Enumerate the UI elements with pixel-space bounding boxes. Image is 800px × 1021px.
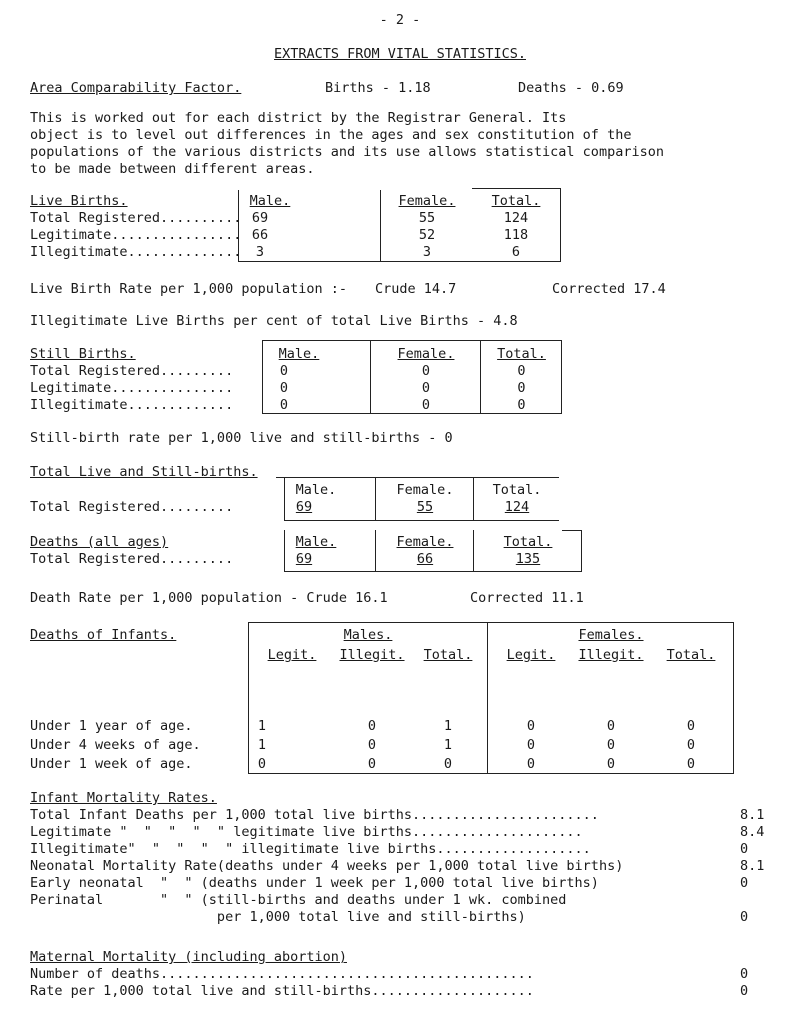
acf-deaths: Deaths - 0.69 <box>518 80 624 96</box>
live-births-row-label: Illegitimate.............. <box>30 244 242 260</box>
infants-title: Deaths of Infants. <box>30 627 177 643</box>
table-cell: 0 <box>517 380 526 396</box>
table-cell: 6 <box>511 244 521 260</box>
col-header-illegit: Illegit. <box>339 647 405 663</box>
imr-line: per 1,000 total live and still-births) <box>30 909 526 925</box>
imr-value: 0 <box>740 875 749 891</box>
table-cell: 0 <box>421 363 431 379</box>
table-cell: 1 <box>443 718 453 734</box>
col-header-female: Female. <box>396 534 454 550</box>
table-cell: 1 <box>443 737 453 753</box>
still-births-row-label: Legitimate............... <box>30 380 234 396</box>
page-title: EXTRACTS FROM VITAL STATISTICS. <box>274 46 526 62</box>
col-header-male: Male. <box>295 482 337 498</box>
death-rate-crude: Death Rate per 1,000 population - Crude 16.1 <box>30 590 388 606</box>
still-births-title: Still Births. <box>30 346 136 362</box>
maternal-value: 0 <box>740 966 749 982</box>
imr-line: Perinatal " " (still-births and deaths under 1 wk. combined <box>30 892 567 908</box>
table-cell: 0 <box>517 397 526 413</box>
table-cell: 66 <box>416 551 434 567</box>
col-header-total: Total. <box>423 647 473 663</box>
infant-row-label: Under 1 year of age. <box>30 718 193 734</box>
table-cell: 0 <box>443 756 453 772</box>
table-cell: 55 <box>416 499 434 515</box>
table-cell: 1 <box>257 718 267 734</box>
table-cell: 1 <box>257 737 267 753</box>
table-cell: 3 <box>255 244 265 260</box>
maternal-line: Number of deaths.............................................. <box>30 966 534 982</box>
col-header-female: Female. <box>398 193 456 209</box>
table-cell: 124 <box>503 210 529 226</box>
maternal-value: 0 <box>740 983 749 999</box>
col-header-total: Total. <box>503 534 553 550</box>
live-births-row-label: Legitimate................ <box>30 227 242 243</box>
live-birth-rate-label: Live Birth Rate per 1,000 population :- <box>30 281 347 297</box>
table-cell: 0 <box>279 363 289 379</box>
females-header: Females. <box>578 627 644 643</box>
table-cell: 0 <box>421 397 431 413</box>
table-cell: 0 <box>367 718 377 734</box>
maternal-line: Rate per 1,000 total live and still-births.................... <box>30 983 534 999</box>
illegitimate-percent: Illegitimate Live Births per cent of total Live Births - 4.8 <box>30 313 518 329</box>
acf-births: Births - 1.18 <box>325 80 431 96</box>
imr-line: Total Infant Deaths per 1,000 total live births....................... <box>30 807 599 823</box>
col-header-total: Total. <box>497 346 546 362</box>
males-header: Males. <box>343 627 393 643</box>
col-header-legit: Legit. <box>506 647 556 663</box>
table-cell: 55 <box>418 210 436 226</box>
deaths-all-title: Deaths (all ages) <box>30 534 169 550</box>
col-header-male: Male. <box>295 534 337 550</box>
intro-line-4: to be made between different areas. <box>30 161 315 177</box>
table-cell: 0 <box>279 397 289 413</box>
imr-line: Early neonatal " " (deaths under 1 week per 1,000 total live births) <box>30 875 599 891</box>
table-cell: 0 <box>686 718 696 734</box>
table-cell: 0 <box>526 737 536 753</box>
col-header-total: Total. <box>666 647 716 663</box>
deaths-all-row-label: Total Registered......... <box>30 551 234 567</box>
table-cell: 3 <box>422 244 432 260</box>
table-cell: 0 <box>606 737 616 753</box>
live-births-row-label: Total Registered.......... <box>30 210 242 226</box>
table-cell: 0 <box>526 718 536 734</box>
table-cell: 0 <box>257 756 267 772</box>
table-cell: 0 <box>367 756 377 772</box>
infant-row-label: Under 4 weeks of age. <box>30 737 201 753</box>
intro-line-3: populations of the various districts and its use allows statistical comparison <box>30 144 664 160</box>
table-cell: 0 <box>606 718 616 734</box>
maternal-title: Maternal Mortality (including abortion) <box>30 949 347 965</box>
imr-value: 0 <box>740 909 749 925</box>
imr-value: 8.1 <box>740 807 765 823</box>
table-cell: 0 <box>606 756 616 772</box>
table-cell: 0 <box>421 380 431 396</box>
page-number: - 2 - <box>379 12 421 28</box>
table-cell: 0 <box>686 737 696 753</box>
table-cell: 0 <box>279 380 289 396</box>
table-cell: 0 <box>367 737 377 753</box>
total-live-still-title: Total Live and Still-births. <box>30 464 258 480</box>
table-cell: 69 <box>251 210 269 226</box>
table-cell: 135 <box>515 551 541 567</box>
imr-line: Illegitimate" " " " " illegitimate live births................... <box>30 841 591 857</box>
still-births-row-label: Illegitimate............. <box>30 397 234 413</box>
table-cell: 124 <box>504 499 530 515</box>
table-cell: 0 <box>526 756 536 772</box>
table-cell: 118 <box>503 227 529 243</box>
still-birth-rate: Still-birth rate per 1,000 live and still-births - 0 <box>30 430 453 446</box>
imr-title: Infant Mortality Rates. <box>30 790 217 806</box>
col-header-male: Male. <box>249 193 291 209</box>
col-header-male: Male. <box>278 346 320 362</box>
imr-value: 0 <box>740 841 749 857</box>
table-cell: 52 <box>418 227 436 243</box>
live-births-title: Live Births. <box>30 193 128 209</box>
live-birth-rate-crude: Crude 14.7 <box>375 281 457 297</box>
table-cell: 69 <box>295 499 313 515</box>
table-cell: 0 <box>517 363 526 379</box>
col-header-total: Total. <box>492 482 542 498</box>
col-header-legit: Legit. <box>267 647 317 663</box>
total-live-still-row-label: Total Registered......... <box>30 499 234 515</box>
imr-line: Legitimate " " " " " legitimate live births..................... <box>30 824 583 840</box>
col-header-total: Total. <box>491 193 541 209</box>
death-rate-corrected: Corrected 11.1 <box>470 590 584 606</box>
imr-value: 8.1 <box>740 858 765 874</box>
intro-line-1: This is worked out for each district by the Registrar General. Its <box>30 110 567 126</box>
imr-line: Neonatal Mortality Rate(deaths under 4 weeks per 1,000 total live births) <box>30 858 624 874</box>
infant-row-label: Under 1 week of age. <box>30 756 193 772</box>
col-header-female: Female. <box>396 482 454 498</box>
table-cell: 66 <box>251 227 269 243</box>
col-header-female: Female. <box>397 346 455 362</box>
imr-value: 8.4 <box>740 824 765 840</box>
intro-line-2: object is to level out differences in the ages and sex constitution of the <box>30 127 632 143</box>
still-births-row-label: Total Registered......... <box>30 363 234 379</box>
live-birth-rate-corrected: Corrected 17.4 <box>552 281 666 297</box>
table-cell: 0 <box>686 756 696 772</box>
table-cell: 69 <box>295 551 313 567</box>
acf-label: Area Comparability Factor. <box>30 80 242 96</box>
col-header-illegit: Illegit. <box>578 647 644 663</box>
